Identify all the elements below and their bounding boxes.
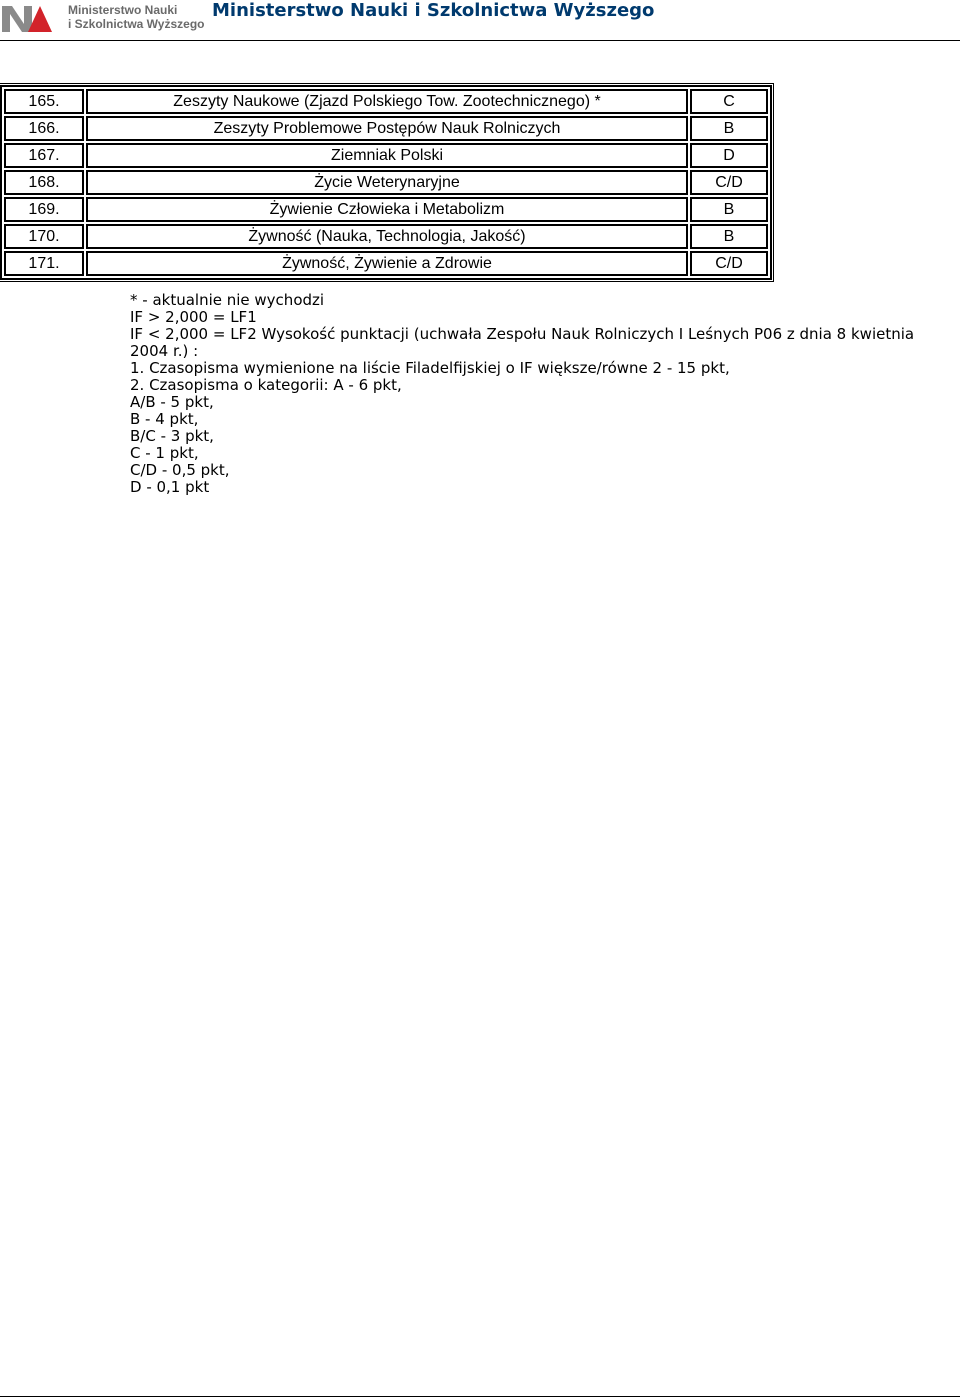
journal-category: C (690, 89, 768, 114)
journal-title: Zeszyty Naukowe (Zjazd Polskiego Tow. Zootechnicznego) * (86, 89, 688, 114)
note-line: IF < 2,000 = LF2 Wysokość punktacji (uchwała Zespołu Nauk Rolniczych I Leśnych P06 z dnia 8 kwietnia 2004 r.) : (130, 325, 915, 360)
note-line: C - 1 pkt, (130, 444, 199, 462)
journal-category: D (690, 143, 768, 168)
table-row (4, 170, 768, 195)
logo-line-1: Ministerstwo Nauki (68, 3, 178, 17)
table-row (4, 89, 768, 114)
table-row (4, 143, 768, 168)
journal-category: B (690, 197, 768, 222)
row-number: 170. (4, 224, 84, 249)
table-row (4, 251, 768, 276)
journal-title: Ziemniak Polski (86, 143, 688, 168)
note-line: A/B - 5 pkt, (130, 393, 214, 411)
table-row (4, 116, 768, 141)
row-number: 166. (4, 116, 84, 141)
row-number: 167. (4, 143, 84, 168)
row-number: 169. (4, 197, 84, 222)
note-line: B - 4 pkt, (130, 410, 199, 428)
ministry-logo (2, 2, 205, 32)
journal-title: Żywność, Żywienie a Zdrowie (86, 251, 688, 276)
note-line: * - aktualnie nie wychodzi (130, 291, 325, 309)
table-row (4, 224, 768, 249)
footer-divider (0, 1396, 960, 1397)
page-header (0, 0, 960, 41)
note-line: C/D - 0,5 pkt, (130, 461, 230, 479)
journal-title: Zeszyty Problemowe Postępów Nauk Rolniczych (86, 116, 688, 141)
journal-category: B (690, 116, 768, 141)
table-row (4, 197, 768, 222)
journal-category: C/D (690, 170, 768, 195)
note-line: B/C - 3 pkt, (130, 427, 214, 445)
journal-title: Żywienie Człowieka i Metabolizm (86, 197, 688, 222)
note-line: D - 0,1 pkt (130, 478, 210, 496)
journal-table (0, 85, 772, 280)
journal-title: Żywność (Nauka, Technologia, Jakość) (86, 224, 688, 249)
ministry-logo-mark-icon (2, 2, 52, 32)
row-number: 165. (4, 89, 84, 114)
logo-wordmark (68, 3, 204, 31)
row-number: 168. (4, 170, 84, 195)
journal-title: Życie Weterynaryjne (86, 170, 688, 195)
journal-table-body (4, 89, 768, 276)
row-number: 171. (4, 251, 84, 276)
page-title: Ministerstwo Nauki i Szkolnictwa Wyższego (212, 0, 655, 21)
logo-line-2: i Szkolnictwa Wyższego (68, 17, 205, 31)
note-line: 2. Czasopisma o kategorii: A - 6 pkt, (130, 376, 402, 394)
scoring-notes (130, 292, 950, 496)
journal-category: C/D (690, 251, 768, 276)
note-line: 1. Czasopisma wymienione na liście Filadelfijskiej o IF większe/równe 2 - 15 pkt, (130, 359, 730, 377)
journal-category: B (690, 224, 768, 249)
note-line: IF > 2,000 = LF1 (130, 308, 257, 326)
